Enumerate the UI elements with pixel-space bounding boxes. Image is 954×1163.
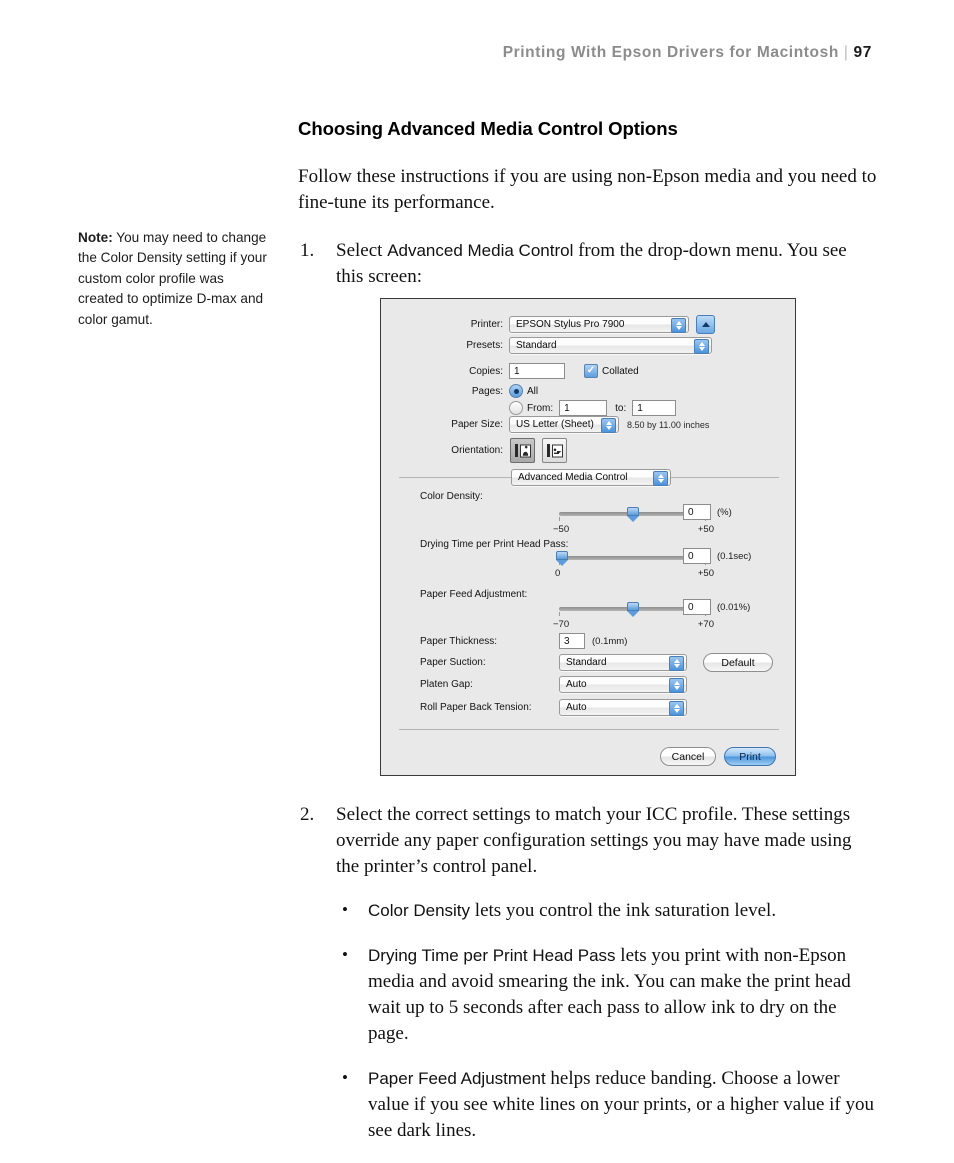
pane-select-value: Advanced Media Control — [518, 472, 628, 483]
main-content-column — [298, 118, 878, 300]
page-running-header — [0, 44, 954, 62]
printer-value: EPSON Stylus Pro 7900 — [516, 319, 625, 330]
list-item — [298, 898, 878, 924]
drying-time-unit: (0.1sec) — [717, 551, 752, 562]
platen-gap-value: Auto — [566, 679, 587, 690]
printer-popup[interactable] — [509, 316, 689, 333]
header-separator: | — [843, 44, 849, 61]
step-2 — [298, 802, 878, 880]
step-1 — [298, 238, 878, 290]
pages-from-label: From: — [527, 402, 554, 414]
copies-input[interactable] — [509, 363, 565, 379]
bullet-text: helps reduce banding. Choose a lower value if you see white lines on your prints, or a higher value if you see dark lines. — [368, 1068, 875, 1141]
bullet-marker: • — [342, 945, 348, 964]
slider-tick-min — [559, 517, 560, 521]
chevron-updown-icon — [671, 318, 686, 333]
platen-gap-popup[interactable] — [559, 676, 687, 693]
color-density-input[interactable] — [683, 504, 711, 520]
drying-time-input[interactable] — [683, 548, 711, 564]
dialog-footer-separator — [399, 729, 779, 730]
step-1-lead: Select — [336, 240, 388, 261]
bullet-marker: • — [342, 1068, 348, 1087]
paper-size-dimensions: 8.50 by 11.00 inches — [627, 419, 710, 430]
pages-to-label: to: — [615, 402, 627, 414]
step-2-number: 2. — [300, 804, 315, 825]
paper-suction-popup[interactable] — [559, 654, 687, 671]
copies-row — [381, 363, 777, 379]
paper-thickness-value: 3 — [564, 635, 570, 647]
printer-info-button[interactable] — [696, 315, 715, 334]
color-density-value: 0 — [688, 506, 694, 518]
orientation-portrait-button[interactable] — [510, 438, 535, 463]
roll-tension-value: Auto — [566, 702, 587, 713]
page-number: 97 — [853, 44, 872, 61]
copies-label: Copies: — [469, 365, 503, 377]
collated-checkbox[interactable]: ✓ — [584, 364, 598, 378]
orientation-landscape-button[interactable] — [542, 438, 567, 463]
bullet-term: Paper Feed Adjustment — [368, 1069, 546, 1088]
pages-from-radio[interactable] — [509, 401, 523, 415]
page-title: Choosing Advanced Media Control Options — [298, 118, 678, 139]
paper-suction-label: Paper Suction: — [420, 657, 486, 668]
slider-tick-min — [559, 612, 560, 616]
pages-from-input[interactable] — [559, 400, 607, 416]
paper-feed-input[interactable] — [683, 599, 711, 615]
presets-popup[interactable] — [509, 337, 712, 354]
paper-size-value: US Letter (Sheet) — [516, 419, 594, 430]
portrait-orientation-icon — [514, 443, 532, 459]
pages-label: Pages: — [471, 385, 503, 397]
paper-thickness-row — [420, 633, 627, 649]
list-item — [298, 1066, 878, 1144]
margin-note-text: You may need to change the Color Density setting if your custom color profile was created to optimize D-max and color gamut. — [78, 230, 267, 327]
chevron-updown-icon — [669, 701, 684, 716]
presets-row — [381, 337, 777, 354]
printer-row — [381, 315, 777, 334]
drying-time-value: 0 — [688, 550, 694, 562]
pane-select-popup[interactable] — [511, 469, 671, 486]
paper-thickness-label: Paper Thickness: — [420, 635, 498, 647]
paper-feed-value: 0 — [688, 601, 694, 613]
paper-suction-value: Standard — [566, 657, 607, 668]
step-1-term: Advanced Media Control — [387, 241, 574, 260]
color-density-label: Color Density: — [420, 491, 483, 502]
copies-value: 1 — [514, 365, 520, 377]
color-density-min-label: −50 — [553, 524, 570, 535]
paper-feed-max-label: +70 — [697, 619, 714, 630]
chevron-updown-icon — [694, 339, 709, 354]
color-density-max-label: +50 — [697, 524, 714, 535]
slider-thumb[interactable] — [627, 507, 639, 522]
platen-gap-label: Platen Gap: — [420, 679, 473, 690]
chevron-updown-icon — [669, 678, 684, 693]
triangle-up-icon — [702, 322, 710, 327]
pages-to-value: 1 — [637, 402, 643, 414]
pages-from-value: 1 — [564, 402, 570, 414]
pages-row-range — [381, 400, 777, 416]
chevron-updown-icon — [653, 471, 668, 486]
paper-feed-min-label: −70 — [553, 619, 570, 630]
pages-row-all — [381, 384, 777, 398]
bullet-term: Drying Time per Print Head Pass — [368, 946, 616, 965]
step-1-number: 1. — [300, 240, 315, 261]
paper-feed-unit: (0.01%) — [717, 602, 751, 613]
slider-thumb[interactable] — [556, 551, 568, 566]
presets-value: Standard — [516, 340, 557, 351]
drying-time-label: Drying Time per Print Head Pass: — [420, 539, 569, 550]
print-dialog-screenshot — [380, 298, 796, 776]
pages-to-input[interactable] — [632, 400, 676, 416]
orientation-label: Orientation: — [451, 445, 503, 456]
bullet-marker: • — [342, 900, 348, 919]
list-item — [298, 943, 878, 1047]
paper-feed-label: Paper Feed Adjustment: — [420, 589, 528, 600]
platen-gap-row — [420, 676, 687, 693]
default-button[interactable]: Default — [703, 653, 773, 672]
chevron-updown-icon — [601, 418, 616, 433]
step-2-block — [298, 802, 878, 1163]
paper-size-row — [381, 416, 791, 433]
drying-time-max-label: +50 — [697, 568, 714, 579]
printer-label: Printer: — [470, 319, 503, 330]
print-button[interactable]: Print — [724, 747, 776, 766]
bullet-text: lets you control the ink saturation level. — [470, 900, 777, 921]
bullet-term: Color Density — [368, 901, 471, 920]
cancel-button[interactable]: Cancel — [660, 747, 716, 766]
landscape-orientation-icon — [546, 443, 564, 459]
drying-time-min-label: 0 — [555, 568, 561, 579]
paper-thickness-unit: (0.1mm) — [592, 635, 628, 647]
roll-tension-popup[interactable] — [559, 699, 687, 716]
paper-size-popup[interactable] — [509, 416, 619, 433]
orientation-row — [381, 438, 777, 463]
pages-all-radio[interactable] — [509, 384, 523, 398]
header-title: Printing With Epson Drivers for Macintosh — [502, 44, 839, 61]
bullet-list — [298, 898, 878, 1144]
collated-label: Collated — [602, 365, 639, 377]
presets-label: Presets: — [466, 340, 503, 351]
step-2-text: Select the correct settings to match your ICC profile. These settings override any paper configuration settings you may have made using the printer’s control panel. — [336, 804, 852, 877]
roll-tension-row — [420, 699, 687, 716]
paper-thickness-input[interactable] — [559, 633, 585, 649]
color-density-unit: (%) — [717, 507, 732, 518]
intro-paragraph: Follow these instructions if you are using non-Epson media and you need to fine-tune its performance. — [298, 166, 877, 213]
bullet-text: lets you print with non-Epson media and avoid smearing the ink. You can make the print head wait up to 5 seconds after each pass to allow ink to dry on the page. — [368, 945, 851, 1044]
pages-all-label: All — [527, 385, 539, 397]
margin-note — [78, 228, 268, 330]
margin-note-label: Note: — [78, 230, 113, 245]
chevron-updown-icon — [669, 656, 684, 671]
slider-thumb[interactable] — [627, 602, 639, 617]
roll-tension-label: Roll Paper Back Tension: — [420, 702, 532, 713]
paper-size-label: Paper Size: — [451, 419, 503, 430]
step-1-rest: from the drop-down menu. You see this screen: — [336, 240, 847, 287]
paper-suction-row — [420, 653, 773, 672]
